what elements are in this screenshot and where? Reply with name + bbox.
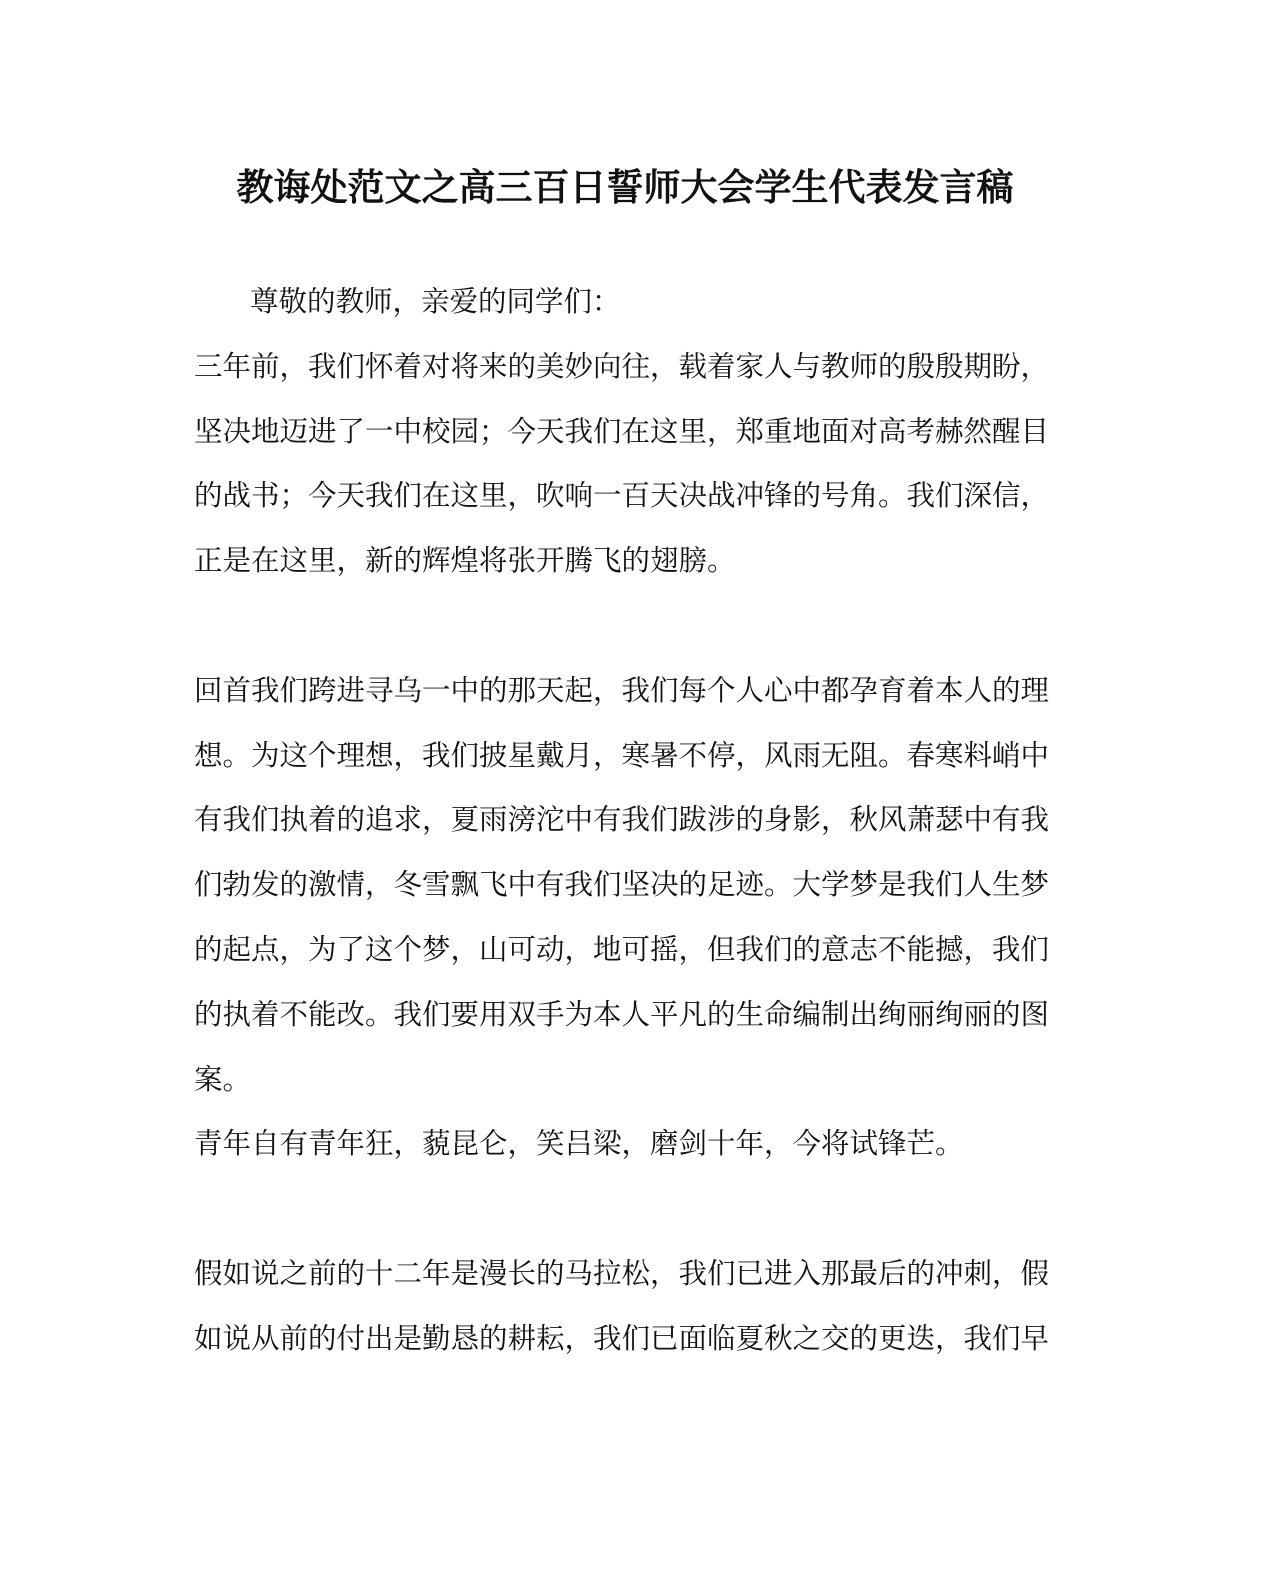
document-title: 教诲处范文之高三百日誓师大会学生代表发言稿 [236, 165, 1014, 209]
paragraph-line: 们勃发的激情，冬雪飘飞中有我们坚决的足迹。大学梦是我们人生梦 [194, 868, 1050, 902]
paragraph-line: 如说从前的付出是勤恳的耕耘，我们已面临夏秋之交的更迭，我们早 [194, 1321, 1050, 1355]
paragraph-line: 假如说之前的十二年是漫长的马拉松，我们已进入那最后的冲刺，假 [194, 1256, 1050, 1290]
paragraph-4 [194, 1242, 1054, 1372]
paragraph-line: 案。 [194, 1062, 252, 1096]
paragraph-line: 三年前，我们怀着对将来的美妙向往，载着家人与教师的殷殷期盼， [194, 349, 1050, 383]
paragraph-line: 回首我们跨进寻乌一中的那天起，我们每个人心中都孕育着本人的理 [194, 673, 1050, 707]
paragraph-3: 青年自有青年狂，藐昆仑，笑吕梁，磨剑十年，今将试锋芒。 [194, 1127, 964, 1161]
paragraph-1 [194, 335, 1054, 594]
paragraph-line: 的执着不能改。我们要用双手为本人平凡的生命编制出绚丽绚丽的图 [194, 997, 1050, 1031]
document-body [194, 270, 1054, 1372]
salutation: 尊敬的教师，亲爱的同学们： [250, 285, 621, 318]
paragraph-line: 的起点，为了这个梦，山可动，地可摇，但我们的意志不能撼，我们 [194, 932, 1050, 966]
paragraph-line: 的战书；今天我们在这里，吹响一百天决战冲锋的号角。我们深信， [194, 479, 1050, 513]
paragraph-line: 坚决地迈进了一中校园；今天我们在这里，郑重地面对高考赫然醒目 [194, 414, 1050, 448]
paragraph-line: 想。为这个理想，我们披星戴月，寒暑不停，风雨无阻。春寒料峭中 [194, 738, 1050, 772]
paragraph-spacer [194, 594, 1054, 659]
paragraph-line: 正是在这里，新的辉煌将张开腾飞的翅膀。 [194, 544, 736, 578]
paragraph-2 [194, 659, 1054, 1113]
paragraph-line: 有我们执着的追求，夏雨滂沱中有我们跋涉的身影，秋风萧瑟中有我 [194, 803, 1050, 837]
paragraph-spacer [194, 1177, 1054, 1242]
